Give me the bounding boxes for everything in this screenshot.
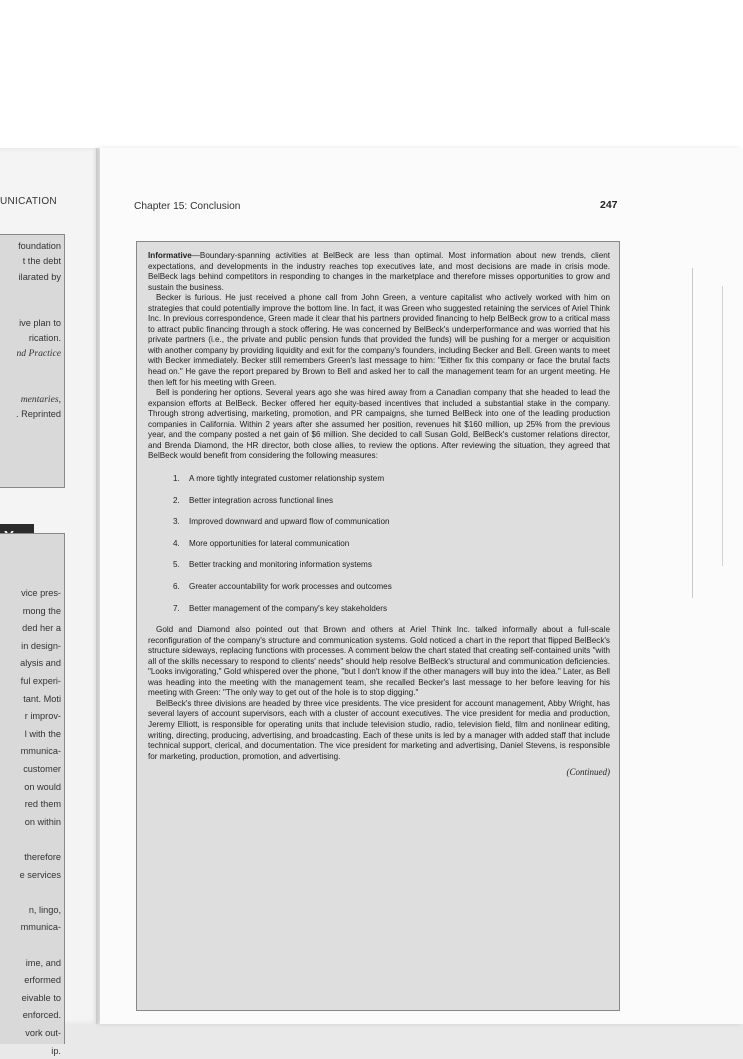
chapter-title: Chapter 15: Conclusion [134, 201, 241, 212]
left-text-line: nd Practice [16, 348, 61, 360]
measure-item [173, 468, 610, 490]
page-number: 247 [600, 199, 618, 211]
case-paragraph: BelBeck's three divisions are headed by three vice presidents. The vice president for account management, Abby Wright, has several layers of account supervisors, each with a cluster of account executives. The vice president for media and production, Jeremy Elliott, is responsible for operating units that include television studio, radio, television field, film and nonlinear editing, writing, directing, producing, advertising, and broadcasting. Each of these units is led by a manager with added staff that include technical support, clerical, and documentation. The vice president for marketing and advertising, Daniel Stevens, is responsible for marketing, production, promotion, and advertising. [148, 698, 610, 761]
measure-text: Better management of the company's key stakeholders [189, 603, 388, 613]
left-text-line: rication. [28, 332, 61, 343]
measure-text: Better integration across functional lines [189, 495, 334, 505]
measure-number: 1. [173, 473, 180, 483]
case-paragraph-text: —Boundary-spanning activities at BelBeck are less than optimal. Most information about new trends, client expectations, and developments in the industry reaches top executives late, and most decisions are made in crisis mode. BelBeck lags behind competitors in responding to changes in the marketplace and therefore misses opportunities to grow and sustain the business. [148, 251, 610, 292]
left-text-line: ime, and [25, 957, 61, 968]
measure-text: A more tightly integrated customer relationship system [189, 473, 385, 483]
left-text-line: ip. [51, 1045, 61, 1056]
case-paragraph [148, 251, 610, 293]
left-text-line: on within [24, 816, 61, 827]
left-text-line: alysis and [20, 658, 61, 669]
measure-number: 3. [173, 517, 180, 527]
measure-item [173, 576, 610, 598]
measure-number: 7. [173, 603, 180, 613]
left-text-line: customer [23, 764, 61, 774]
left-text-line: in design- [21, 640, 61, 651]
left-text-line: on would [24, 781, 61, 792]
left-text-line: vice pres- [21, 588, 61, 598]
case-paragraph: Becker is furious. He just received a phone call from John Green, a venture capitalist who actively worked with him on strategies that could potentially improve the bottom line. In fact, it was Green who suggested retaining the services of Ariel Think Inc. In previous correspondence, Green made it clear that his partners provided financing to help BelBeck grow to a critical mass to attract public financing through a stock offering. He was concerned by BelBeck's underperformance and was worried that his private partners (i.e., the private and public pension funds that provided the funds) will be pushing for a merger or acquisition with another company by providing liquidity and exit for the company's founders, including Becker and Bell. Green wants to meet with Becker immediately. Becker still remembers Green's last message to him: "Either fix this company or face the brutal facts head on." He gave the report prepared by Brown to Bell and asked her to call the management team for an urgent meeting. He then left for his meeting with Green. [148, 293, 610, 387]
left-text-line: ilarated by [18, 271, 61, 282]
left-text-line: therefore [24, 852, 61, 862]
measure-text: Improved downward and upward flow of communication [189, 517, 390, 527]
left-text-line: enforced. [22, 1010, 61, 1021]
measure-number: 6. [173, 581, 180, 591]
left-text-line: l with the [24, 728, 61, 739]
left-text-line: ded her a [22, 623, 61, 634]
right-page [100, 148, 743, 1024]
case-lead: Informative [148, 251, 192, 260]
measure-number: 2. [173, 495, 180, 505]
left-text-line: mong the [22, 605, 61, 616]
left-text-line: foundation [18, 241, 61, 251]
left-text-line: erformed [24, 975, 61, 986]
left-text-line: r improv- [24, 711, 61, 722]
left-running-header: UNICATION [0, 196, 57, 207]
left-sidebar-box-top [0, 234, 65, 488]
measure-text: Greater accountability for work processes and outcomes [189, 581, 392, 591]
left-text-line: n, lingo, [28, 904, 61, 915]
left-text-line: mentaries, [20, 394, 61, 405]
left-text-line: mmunica- [20, 922, 61, 933]
measure-item [173, 511, 610, 533]
measure-item [173, 598, 610, 620]
left-text-line: mmunica- [20, 746, 61, 757]
measure-text: More opportunities for lateral communication [189, 538, 350, 548]
measure-item [173, 533, 610, 555]
measure-item [173, 490, 610, 512]
left-text-line: t the debt [22, 256, 61, 267]
left-text-line: tant. Moti [23, 693, 61, 704]
measure-number: 5. [173, 560, 180, 570]
page-edge-line [722, 286, 723, 566]
left-text-line: vork out- [25, 1028, 61, 1038]
left-page [0, 148, 100, 1056]
measure-item [173, 554, 610, 576]
case-paragraph: Gold and Diamond also pointed out that Brown and others at Ariel Think Inc. talked informally about a full-scale reconfiguration of the company's structure and communication systems. Gold noticed a chart in the report that flipped BelBeck's structure sideways, replacing functions with processes. A comment below the chart stated that creating self-contained units "with all of the skills necessary to respond to clients' needs" should help resolve BelBeck's structural and communication deficiencies. "Looks invigorating," Gold whispered over the phone, "but I don't know if the other managers will buy into the idea." Later, as Bell was heading into the meeting with the management team, she recalled Becker's last message to her before leaving for his meeting with Green: "The only way to get out of the hole is to stop digging." [148, 625, 610, 698]
left-text-line: red them [24, 799, 61, 810]
case-study-box [136, 241, 620, 1011]
page-edge-line [692, 268, 693, 598]
case-paragraph: Bell is pondering her options. Several years ago she was hired away from a Canadian company that she headed to lead the expansion efforts at BelBeck. Becker offered her equity-based incentives that included a substantial stake in the company. Through strong advertising, marketing, promotion, and PR campaigns, she turned BelBeck into one of the leading production companies in California. Within 2 years after she assumed her position, revenues hit $160 million, up 25% from the previous year, and the company posted a net gain of $6 million. She decided to call Susan Gold, BelBeck's customer relations director, and Brenda Diamond, the HR director, both close allies, to review the options. After reviewing the situation, they agreed that BelBeck would benefit from considering the following measures: [148, 388, 610, 461]
measure-number: 4. [173, 538, 180, 548]
continued-label: (Continued) [566, 767, 610, 778]
measures-list [148, 468, 610, 619]
left-text-line: ive plan to [19, 317, 61, 328]
background-top [0, 0, 743, 150]
left-text-line: . Reprinted [16, 409, 61, 420]
measure-text: Better tracking and monitoring information systems [189, 560, 372, 570]
left-text-line: ful experi- [20, 676, 61, 686]
left-text-line: eivable to [21, 992, 61, 1003]
left-sidebar-box-bottom [0, 533, 65, 1056]
left-text-line: e services [19, 869, 61, 880]
